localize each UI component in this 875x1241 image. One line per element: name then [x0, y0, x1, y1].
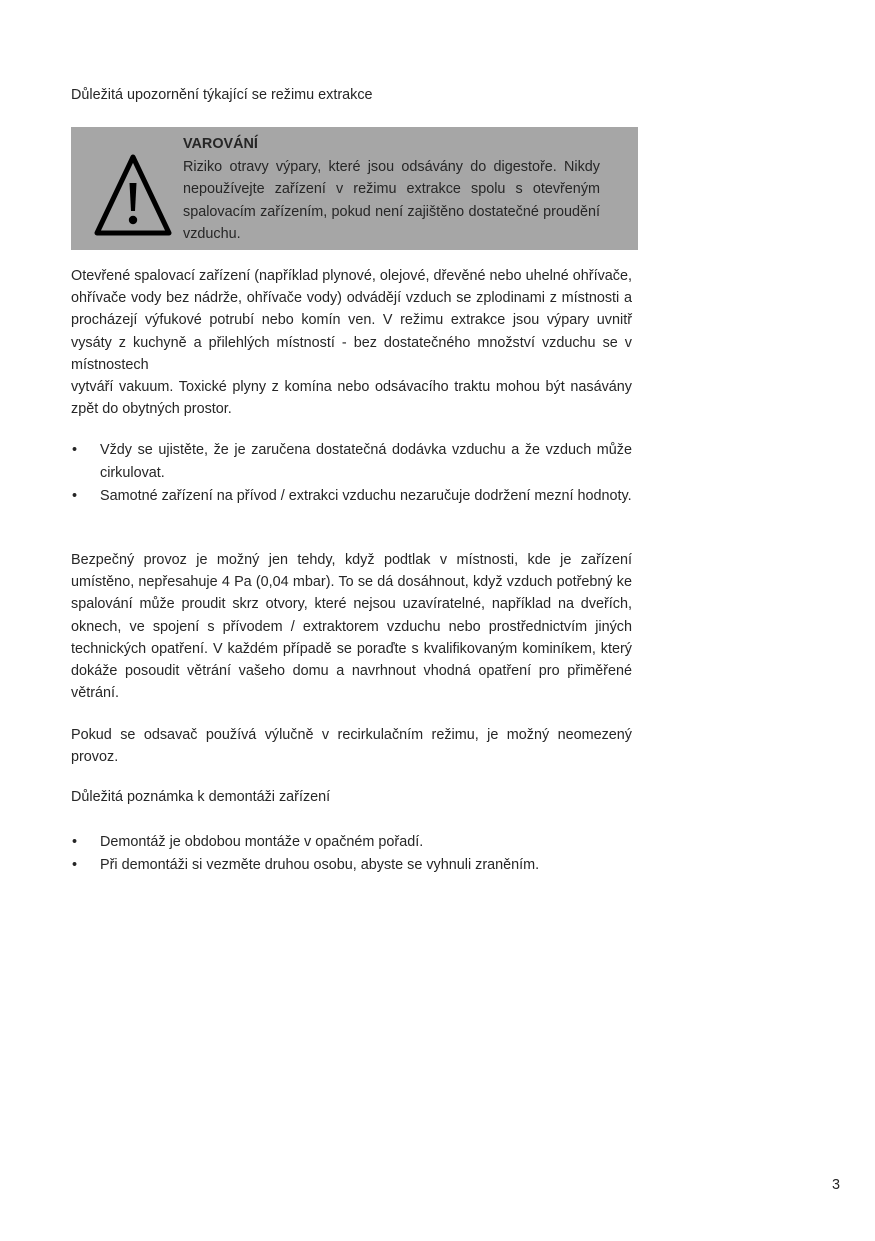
page-number: 3: [832, 1177, 841, 1193]
paragraph-open-combustion: [71, 265, 632, 420]
dismantling-heading: Důležitá poznámka k demontáži zařízení: [71, 789, 331, 805]
bullet-icon: •: [72, 487, 78, 504]
bullet-icon: •: [72, 442, 78, 458]
paragraph-open-combustion-part2: vytváří vakuum. Toxické plyny z komína nebo odsávacího traktu mohou být nasávány zpět do obytných prostor.: [71, 379, 632, 418]
bullet-text: Demontáž je obdobou montáže v opačném pořadí.: [100, 834, 424, 850]
paragraph-safe-operation: Bezpečný provoz je možný jen tehdy, když podtlak v místnosti, kde je zařízení umístěno, nepřesahuje 4 Pa (0,04 mbar). To se dá dosáhnout, když vzduch potřebný ke spalování může proudit skrz otvory, které nejsou uzavíratelné, například na dveřích, oknech, ve spojení s přívodem / extraktorem vzduchu nebo prostřednictvím jiných technických opatření. V každém případě se poraďte s kvalifikovaným kominíkem, který dokáže posoudit větrání vašeho domu a navrhnout vhodná opatření pro přiměřené větrání.: [71, 552, 632, 702]
warning-text: [183, 133, 600, 246]
bullet-icon: •: [72, 856, 78, 873]
paragraph-open-combustion-part1: Otevřené spalovací zařízení (například plynové, olejové, dřevěné nebo uhelné ohřívače, ohřívače vody bez nádrže, ohřívače vody) odvádějí vzduch se zplodinami z místnosti a procházejí výfukové potrubí nebo komín ven. V režimu extrakce jsou výpary uvnitř vysáty z kuchyně a přilehlých místností - bez dostatečného množství vzduchu se v místnostech: [71, 268, 632, 373]
list-item: [71, 485, 632, 508]
bullet-text: Při demontáži si vezměte druhou osobu, abyste se vyhnuli zraněním.: [100, 856, 540, 873]
dismantling-bullet-list: [71, 831, 632, 876]
warning-triangle-icon: [94, 153, 172, 237]
air-supply-bullet-list: [71, 439, 632, 508]
paragraph-recirculation: Pokud se odsavač používá výlučně v recirkulačním režimu, je možný neomezený provoz.: [71, 727, 632, 766]
warning-title: VAROVÁNÍ: [183, 136, 258, 152]
list-item: [71, 831, 632, 854]
bullet-text: Samotné zařízení na přívod / extrakci vzduchu nezaručuje dodržení mezní hodnoty.: [100, 487, 632, 504]
list-item: [71, 439, 632, 484]
extraction-mode-heading: Důležitá upozornění týkající se režimu extrakce: [71, 87, 373, 103]
list-item: [71, 854, 632, 877]
warning-body: Riziko otravy výpary, které jsou odsávány do digestoře. Nikdy nepoužívejte zařízení v režimu extrakce spolu s otevřeným spalovacím zařízením, pokud není zajištěno dostatečné proudění vzduchu.: [183, 158, 600, 243]
bullet-icon: •: [72, 834, 78, 850]
warning-box: [71, 127, 638, 250]
bullet-text: Vždy se ujistěte, že je zaručena dostatečná dodávka vzduchu a že vzduch může cirkulovat.: [100, 442, 632, 481]
